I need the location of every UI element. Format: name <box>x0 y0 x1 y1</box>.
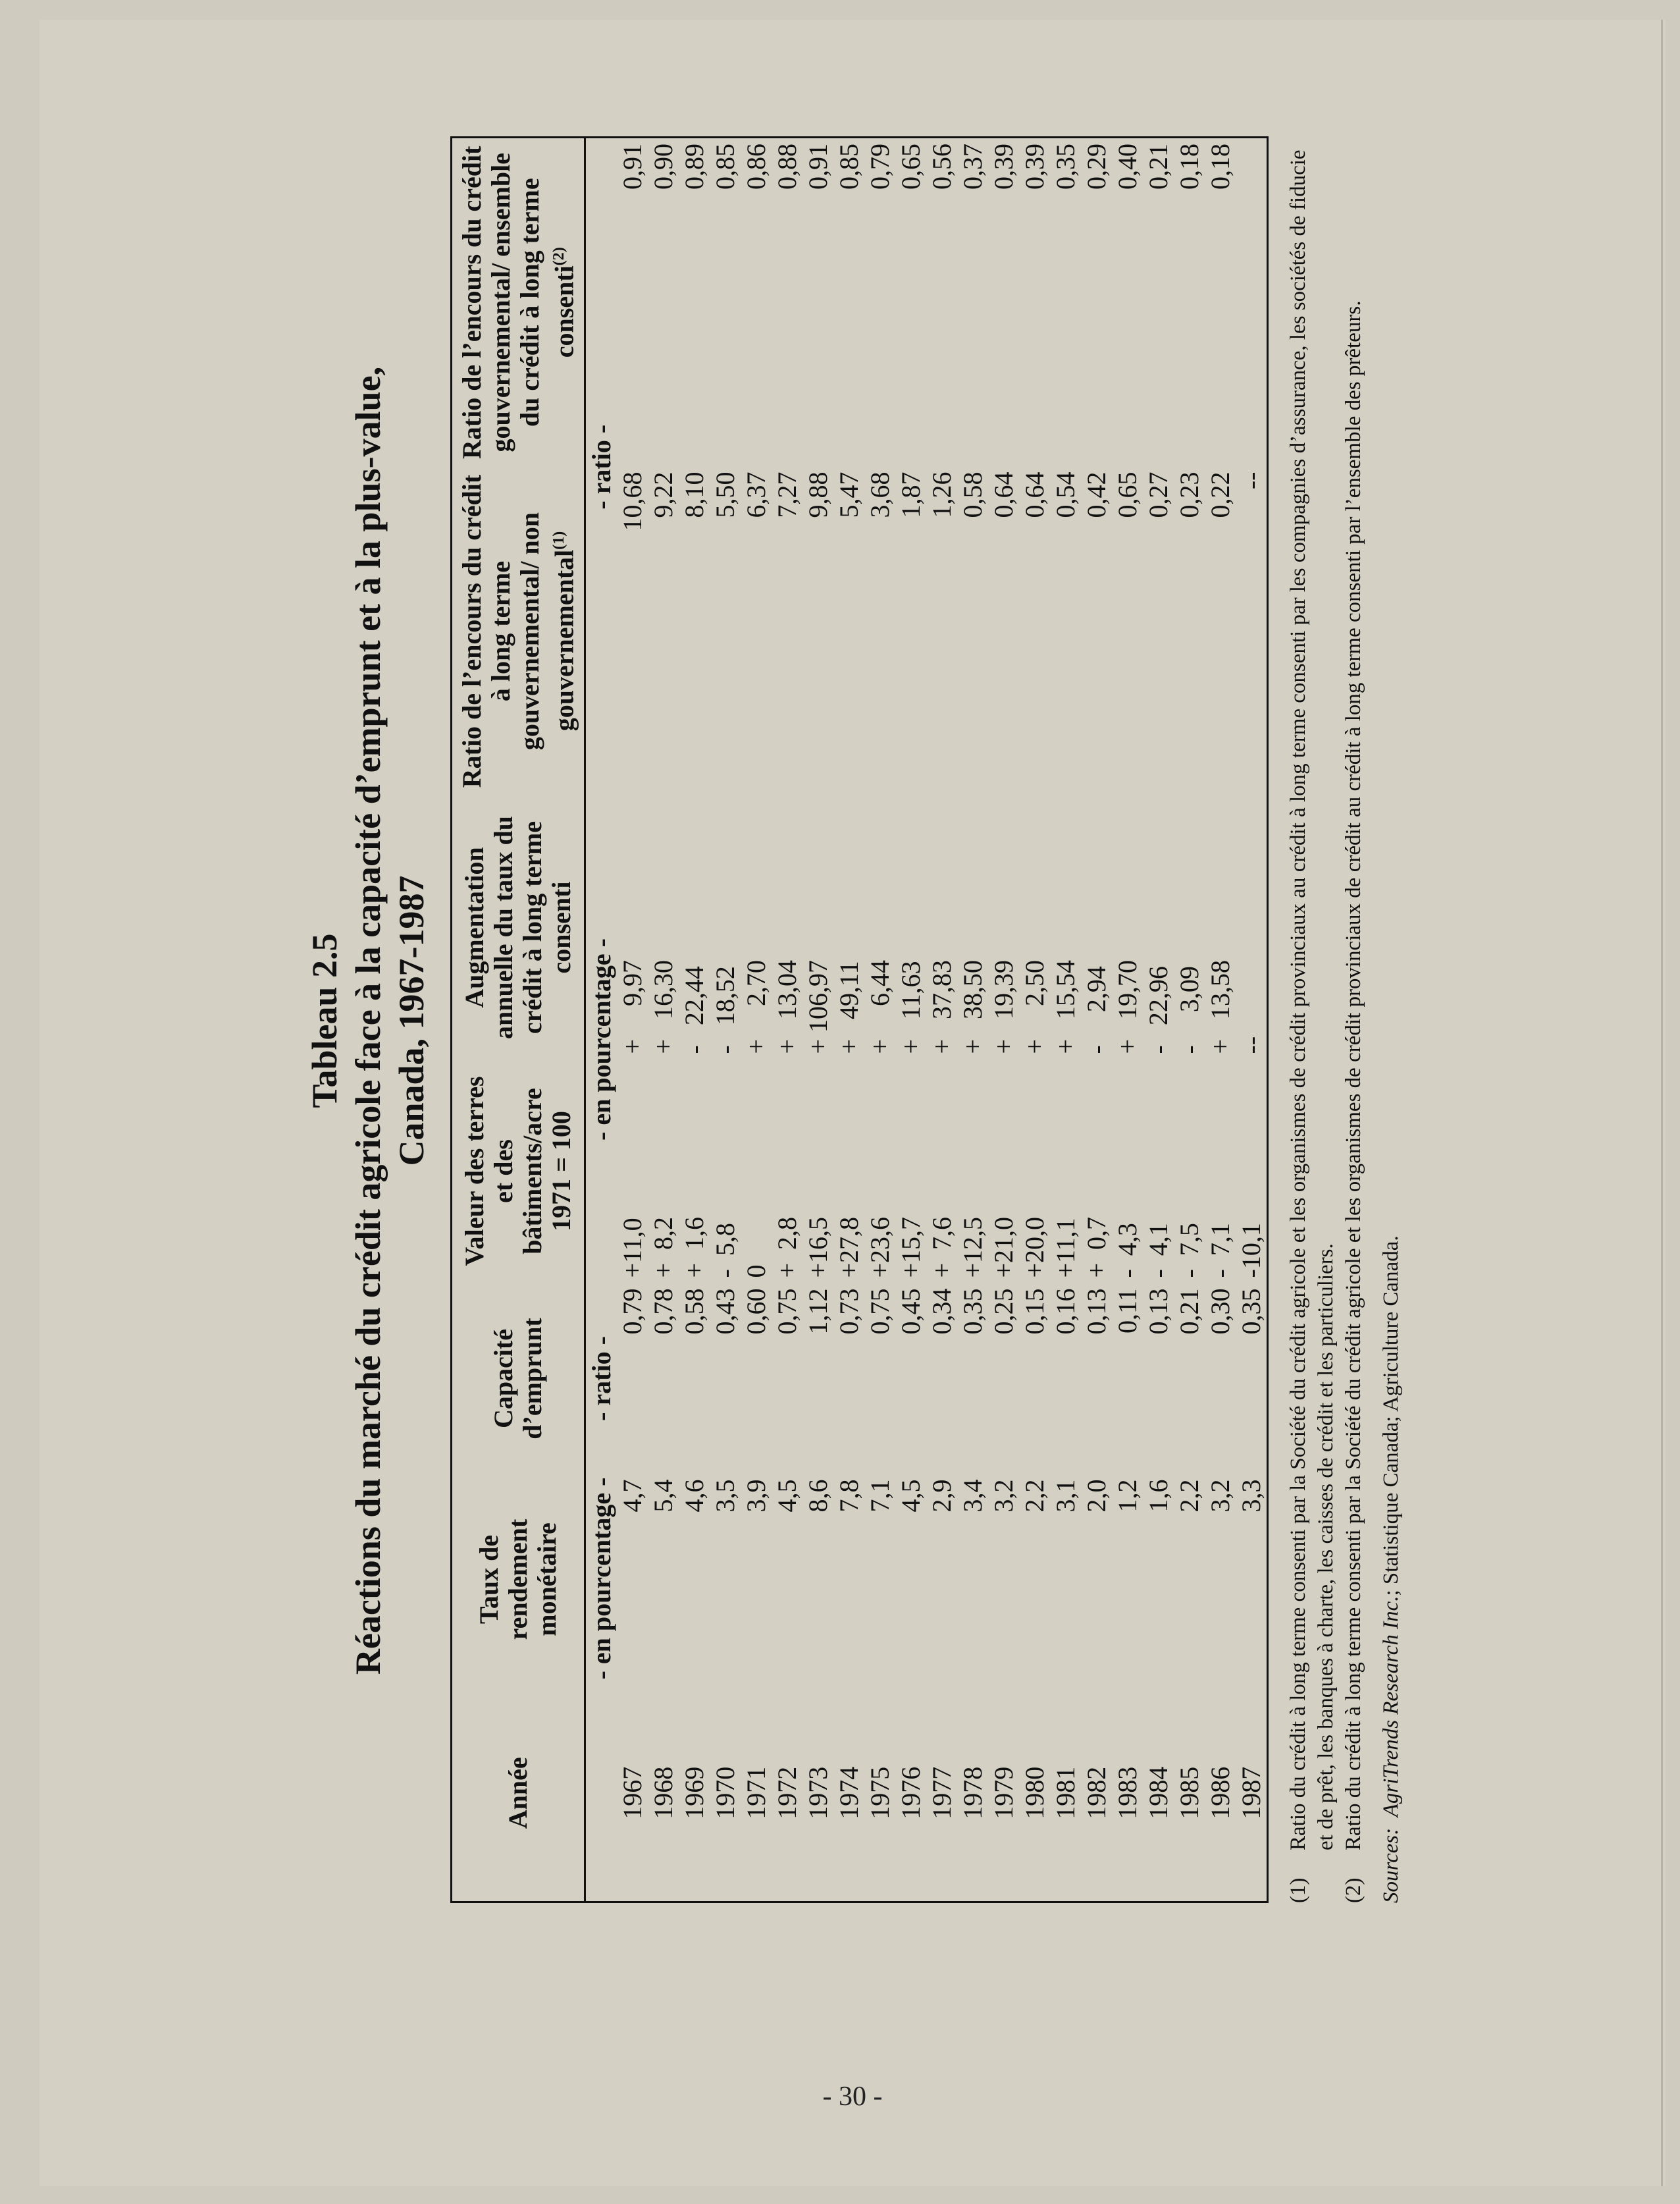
cell-ratio2: 0,21 <box>1143 144 1174 190</box>
cell-ratio1: 7,27 <box>772 471 802 518</box>
cell-annee: 1970 <box>710 1766 741 1819</box>
cell-annee: 1975 <box>865 1766 895 1819</box>
cell-valeur: +23,6 <box>865 1216 895 1278</box>
col-header-taux: Taux de rendement monétaire <box>452 1474 585 1685</box>
cell-annee: 1981 <box>1051 1766 1081 1819</box>
cell-augmentation: + 106,97 <box>803 959 833 1054</box>
cell-annee: 1982 <box>1082 1766 1112 1819</box>
table-row <box>833 138 864 1902</box>
table-row <box>1050 138 1081 1902</box>
cell-taux: 3,3 <box>1236 1479 1267 1513</box>
cell-augmentation: + 19,70 <box>1113 959 1143 1054</box>
cell-ratio1: -- <box>1236 471 1267 490</box>
col-header-ratio2 <box>452 138 585 467</box>
cell-annee: 1980 <box>1020 1766 1050 1819</box>
cell-ratio1: 1,87 <box>896 471 926 518</box>
cell-annee: 1985 <box>1174 1766 1205 1819</box>
cell-ratio1: 6,37 <box>741 471 772 518</box>
cell-capacite: 0,78 <box>648 1288 679 1335</box>
cell-valeur: - 4,1 <box>1143 1223 1174 1278</box>
col-header-ratio1 <box>452 467 585 796</box>
cell-capacite: 0,11 <box>1113 1288 1143 1334</box>
cell-ratio1: 0,27 <box>1143 471 1174 518</box>
sources-rest: ; Statistique Canada; Agriculture Canada. <box>1379 1235 1404 1596</box>
table-row <box>802 138 833 1902</box>
cell-annee: 1973 <box>803 1766 833 1819</box>
cell-ratio1: 0,65 <box>1113 471 1143 518</box>
cell-ratio1: 0,54 <box>1051 471 1081 518</box>
cell-valeur: +16,5 <box>803 1216 833 1278</box>
cell-ratio1: 0,58 <box>958 471 988 518</box>
footnote-2-number: (2) <box>1342 1877 1366 1903</box>
cell-ratio2: 0,35 <box>1051 144 1081 190</box>
cell-taux: 4,5 <box>896 1479 926 1513</box>
cell-valeur: +12,5 <box>958 1216 988 1278</box>
cell-ratio2: 0,79 <box>865 144 895 190</box>
cell-augmentation: + 37,83 <box>927 959 957 1054</box>
cell-capacite: 0,35 <box>1236 1288 1267 1335</box>
cell-augmentation: + 13,04 <box>772 959 802 1054</box>
cell-taux: 3,9 <box>741 1479 772 1513</box>
cell-annee: 1976 <box>896 1766 926 1819</box>
footnote-ref-1: (1) <box>550 531 567 550</box>
cell-taux: 1,2 <box>1113 1479 1143 1513</box>
table-row <box>1236 138 1268 1902</box>
cell-ratio2: 0,18 <box>1205 144 1236 190</box>
sources-line <box>1379 138 1404 1903</box>
cell-capacite: 0,43 <box>710 1288 741 1335</box>
table-row <box>710 138 741 1902</box>
cell-annee: 1969 <box>679 1766 710 1819</box>
cell-capacite: 0,25 <box>989 1288 1019 1335</box>
table-row <box>1143 138 1174 1902</box>
table-row <box>741 138 772 1902</box>
cell-taux: 1,6 <box>1143 1479 1174 1513</box>
cell-taux: 3,2 <box>1205 1479 1236 1513</box>
table-row <box>1112 138 1143 1902</box>
cell-ratio2: 0,18 <box>1174 144 1205 190</box>
footnote-ref-2: (2) <box>550 247 567 266</box>
cell-valeur: + 8,2 <box>648 1216 679 1278</box>
table-heading <box>303 138 433 1903</box>
cell-capacite: 0,58 <box>679 1288 710 1335</box>
cell-augmentation: + 13,58 <box>1205 959 1236 1054</box>
cell-annee: 1967 <box>617 1766 648 1819</box>
cell-annee: 1968 <box>648 1766 679 1819</box>
rotated-table-block <box>303 138 1404 1903</box>
footnote-2-text: Ratio du crédit à long terme consenti par la Société du crédit agricole et les organismes de crédit provinciaux de crédit au crédit à long terme consenti par l’ensemble des prêteurs. <box>1342 300 1366 1850</box>
cell-valeur: + 2,8 <box>772 1216 802 1278</box>
cell-valeur: + 0,7 <box>1082 1216 1112 1278</box>
cell-capacite: 0,45 <box>896 1288 926 1335</box>
cell-valeur: - 5,8 <box>710 1223 741 1278</box>
table-row <box>648 138 679 1902</box>
data-table <box>450 136 1269 1903</box>
cell-taux: 4,5 <box>772 1479 802 1513</box>
document-page <box>39 20 1666 2186</box>
table-row <box>1174 138 1205 1902</box>
cell-augmentation: - 2,94 <box>1082 966 1112 1054</box>
cell-taux: 2,2 <box>1174 1479 1205 1513</box>
cell-capacite: 0,13 <box>1143 1288 1174 1335</box>
table-row <box>864 138 895 1902</box>
col-header-ratio2-text: Ratio de l’encours du crédit gouvernemental/ ensemble du crédit à long terme consenti <box>457 146 579 460</box>
cell-ratio1: 8,10 <box>679 471 710 518</box>
cell-taux: 2,0 <box>1082 1479 1112 1513</box>
cell-ratio2: 0,85 <box>834 144 864 190</box>
cell-valeur: +21,0 <box>989 1216 1019 1278</box>
cell-augmentation: - 22,44 <box>679 966 710 1054</box>
col-header-ratio1-text: Ratio de l’encours du crédit à long terme gouvernemental/ non gouvernemental <box>457 474 579 788</box>
cell-capacite: 0,30 <box>1205 1288 1236 1335</box>
cell-capacite: 0,60 <box>741 1288 772 1335</box>
cell-capacite: 0,21 <box>1174 1288 1205 1335</box>
cell-ratio2: 0,39 <box>989 144 1019 190</box>
cell-taux: 5,4 <box>648 1479 679 1513</box>
cell-annee: 1972 <box>772 1766 802 1819</box>
cell-ratio2: 0,39 <box>1020 144 1050 190</box>
table-row <box>679 138 710 1902</box>
cell-augmentation: - 3,09 <box>1174 966 1205 1054</box>
units-row <box>585 138 617 1902</box>
cell-ratio1: 10,68 <box>617 471 648 531</box>
cell-ratio2: 0,56 <box>927 144 957 190</box>
cell-augmentation: + 2,50 <box>1020 959 1050 1054</box>
cell-augmentation: + 6,44 <box>865 959 895 1054</box>
col-header-valeur: Valeur des terres et des bâtiments/acre 1971 = 100 <box>452 1060 585 1283</box>
cell-valeur: - 7,5 <box>1174 1223 1205 1278</box>
cell-annee: 1983 <box>1113 1766 1143 1819</box>
table-row <box>1081 138 1112 1902</box>
table-row <box>1019 138 1050 1902</box>
table-row <box>1205 138 1236 1902</box>
footnote-1-text: Ratio du crédit à long terme consenti par la Société du crédit agricole et les organismes de crédit provinciaux au crédit à long terme consenti par les compagnies d’assurance, les sociétés de fiducie et de prêt, les banques à charte, les caisses de crédit et les particuliers. <box>1286 149 1338 1850</box>
cell-valeur: - 7,1 <box>1205 1223 1236 1278</box>
cell-capacite: 0,16 <box>1051 1288 1081 1335</box>
cell-taux: 2,2 <box>1020 1479 1050 1513</box>
cell-taux: 3,5 <box>710 1479 741 1513</box>
cell-ratio1: 9,22 <box>648 471 679 518</box>
cell-valeur: +11,1 <box>1051 1218 1081 1278</box>
header-row <box>452 138 585 1902</box>
cell-annee: 1984 <box>1143 1766 1174 1819</box>
cell-valeur: +20,0 <box>1020 1216 1050 1278</box>
page-number: - 30 - <box>822 2082 883 2112</box>
cell-valeur: +27,8 <box>834 1216 864 1278</box>
cell-augmentation: + 16,30 <box>648 959 679 1054</box>
table-row <box>772 138 802 1902</box>
scan-edge <box>1661 20 1663 2186</box>
unit-taux: - en pourcentage - <box>587 1477 617 1680</box>
cell-valeur: 0 <box>741 1264 772 1278</box>
cell-valeur: - 4,3 <box>1113 1223 1143 1278</box>
cell-capacite: 0,75 <box>865 1288 895 1335</box>
cell-ratio1: 0,42 <box>1082 471 1112 518</box>
cell-ratio1: 0,64 <box>1020 471 1050 518</box>
sources-company: AgriTrends Research Inc. <box>1379 1596 1404 1817</box>
cell-ratio1: 5,47 <box>834 471 864 518</box>
cell-capacite: 0,73 <box>834 1288 864 1335</box>
cell-ratio2: 0,90 <box>648 144 679 190</box>
cell-capacite: 0,13 <box>1082 1288 1112 1335</box>
cell-ratio1: 0,22 <box>1205 471 1236 518</box>
cell-ratio2: 0,91 <box>617 144 648 190</box>
cell-ratio1: 3,68 <box>865 471 895 518</box>
unit-annee <box>585 1685 617 1902</box>
cell-ratio1: 5,50 <box>710 471 741 518</box>
table-body <box>585 138 1268 1902</box>
cell-taux: 8,6 <box>803 1479 833 1513</box>
sources-label: Sources: <box>1379 1827 1404 1903</box>
cell-ratio2: 0,37 <box>958 144 988 190</box>
cell-taux: 3,1 <box>1051 1479 1081 1513</box>
cell-taux: 7,1 <box>865 1479 895 1513</box>
cell-augmentation: -- <box>1236 1036 1267 1054</box>
cell-ratio2: 0,40 <box>1113 144 1143 190</box>
table-row <box>926 138 957 1902</box>
cell-annee: 1978 <box>958 1766 988 1819</box>
cell-taux: 4,7 <box>617 1479 648 1513</box>
footnotes <box>1284 138 1367 1903</box>
cell-ratio2: 0,29 <box>1082 144 1112 190</box>
cell-annee: 1979 <box>989 1766 1019 1819</box>
unit-capacite: - ratio - <box>587 1336 617 1421</box>
table-label: Tableau 2.5 <box>305 933 344 1108</box>
unit-ratios: - ratio - <box>587 424 617 510</box>
cell-taux: 7,8 <box>834 1479 864 1513</box>
cell-capacite: 0,79 <box>617 1288 648 1335</box>
cell-taux: 2,9 <box>927 1479 957 1513</box>
cell-ratio2: 0,91 <box>803 144 833 190</box>
table-title-line1: Réactions du marché du crédit agricole face à la capacité d’emprunt et à la plus-value, <box>348 366 388 1675</box>
cell-annee: 1986 <box>1205 1766 1236 1819</box>
footnote-2 <box>1340 138 1367 1903</box>
cell-annee: 1977 <box>927 1766 957 1819</box>
cell-capacite: 0,34 <box>927 1288 957 1335</box>
cell-valeur: + 1,6 <box>679 1216 710 1278</box>
cell-valeur: +15,7 <box>896 1216 926 1278</box>
cell-ratio2: 0,85 <box>710 144 741 190</box>
cell-augmentation: - 18,52 <box>710 966 741 1054</box>
cell-ratio2 <box>1236 138 1268 467</box>
cell-ratio2: 0,88 <box>772 144 802 190</box>
cell-augmentation: + 2,70 <box>741 959 772 1054</box>
cell-capacite: 0,15 <box>1020 1288 1050 1335</box>
cell-ratio1: 0,23 <box>1174 471 1205 518</box>
cell-valeur: -10,1 <box>1236 1223 1267 1278</box>
table-row <box>957 138 988 1902</box>
cell-ratio2: 0,86 <box>741 144 772 190</box>
cell-annee: 1971 <box>741 1766 772 1819</box>
cell-ratio2: 0,65 <box>896 144 926 190</box>
col-header-augmentation: Augmentation annuelle du taux du crédit à long terme consenti <box>452 796 585 1060</box>
cell-augmentation: + 9,97 <box>617 959 648 1054</box>
cell-augmentation: + 49,11 <box>834 961 864 1054</box>
cell-annee: 1987 <box>1236 1766 1267 1819</box>
footnote-1-number: (1) <box>1286 1877 1311 1903</box>
cell-ratio1: 0,64 <box>989 471 1019 518</box>
col-header-annee: Année <box>452 1685 585 1902</box>
cell-ratio1: 1,26 <box>927 471 957 518</box>
table-row <box>988 138 1019 1902</box>
unit-valeur-augmentation: - en pourcentage - <box>587 938 617 1141</box>
col-header-capacite: Capacité d’emprunt <box>452 1283 585 1474</box>
cell-annee: 1974 <box>834 1766 864 1819</box>
cell-capacite: 0,75 <box>772 1288 802 1335</box>
cell-augmentation: + 38,50 <box>958 959 988 1054</box>
cell-augmentation: + 19,39 <box>989 959 1019 1054</box>
table-row <box>617 138 648 1902</box>
footnote-1 <box>1284 138 1340 1903</box>
cell-capacite: 0,35 <box>958 1288 988 1335</box>
table-row <box>895 138 926 1902</box>
cell-ratio2: 0,89 <box>679 144 710 190</box>
cell-augmentation: - 22,96 <box>1143 966 1174 1054</box>
cell-ratio1: 9,88 <box>803 471 833 518</box>
cell-valeur: + 7,6 <box>927 1216 957 1278</box>
cell-taux: 3,2 <box>989 1479 1019 1513</box>
cell-taux: 3,4 <box>958 1479 988 1513</box>
cell-augmentation: + 15,54 <box>1051 959 1081 1054</box>
cell-taux: 4,6 <box>679 1479 710 1513</box>
cell-capacite: 1,12 <box>803 1288 833 1335</box>
cell-augmentation: + 11,63 <box>896 961 926 1054</box>
table-title-line2: Canada, 1967-1987 <box>392 875 431 1166</box>
cell-valeur: +11,0 <box>617 1218 648 1278</box>
